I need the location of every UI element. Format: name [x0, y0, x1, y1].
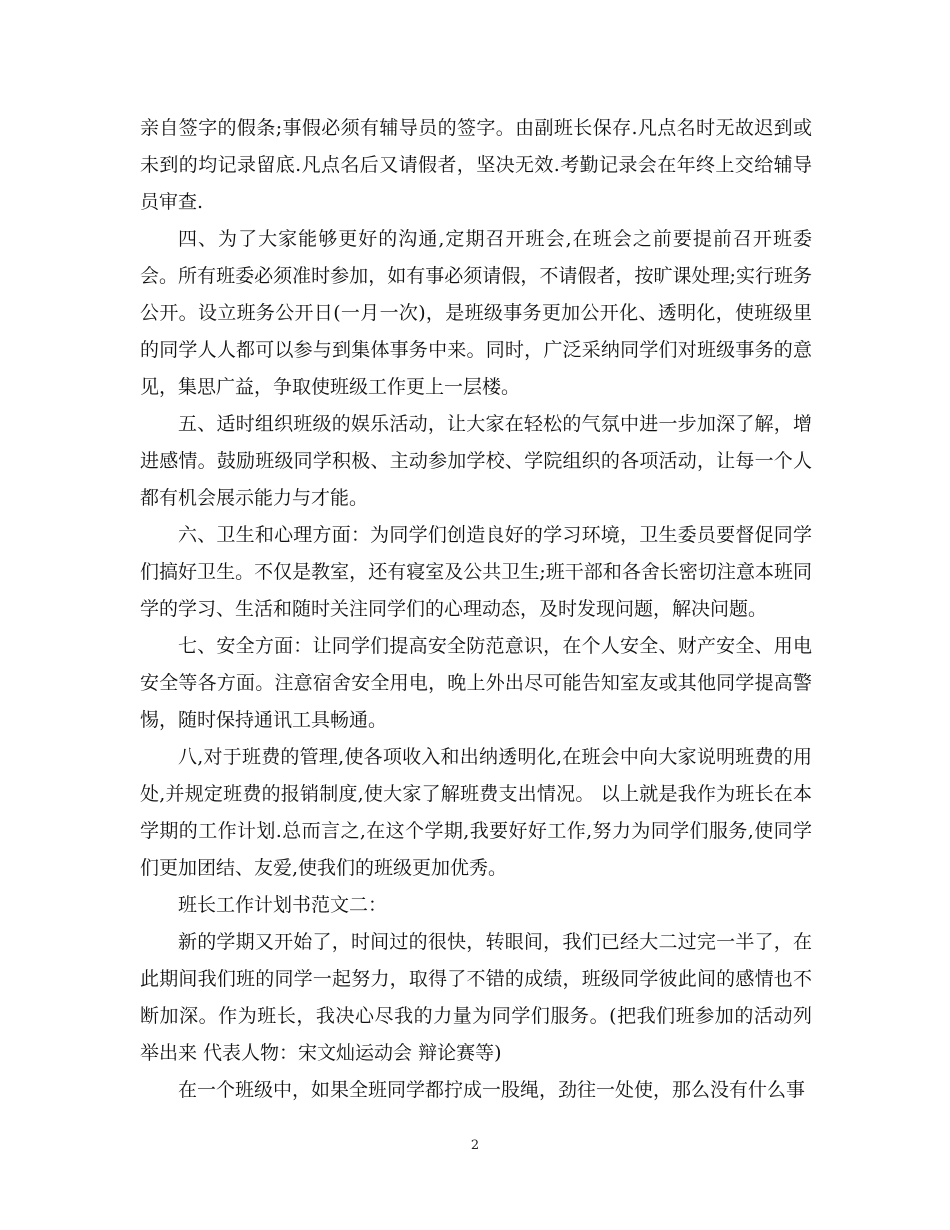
paragraph-8: 在一个班级中，如果全班同学都拧成一股绳，劲往一处使，那么没有什么事	[178, 1079, 806, 1101]
document-body	[140, 110, 812, 1109]
section-heading: 班长工作计划书范文二：	[178, 894, 388, 916]
paragraph-1: 亲自签字的假条;事假必须有辅导员的签字。由副班长保存.凡点名时无故迟到或未到的均记录留底.凡点名后又请假者，坚决无效.考勤记录会在年终上交给辅导员审查.	[140, 117, 812, 213]
paragraph-2: 四、为了大家能够更好的沟通,定期召开班会,在班会之前要提前召开班委会。所有班委必须准时参加，如有事必须请假，不请假者，按旷课处理;实行班务公开。设立班务公开日(一月一次)，是班级事务更加公开化、透明化，使班级里的同学人人都可以参与到集体事务中来。同时，广泛采纳同学们对班级事务的意见，集思广益，争取使班级工作更上一层楼。	[140, 228, 812, 398]
paragraph-5: 七、安全方面：让同学们提高安全防范意识，在个人安全、财产安全、用电安全等各方面。注意宿舍安全用电，晚上外出尽可能告知室友或其他同学提高警惕，随时保持通讯工具畅通。	[140, 635, 812, 731]
paragraph-6: 八,对于班费的管理,使各项收入和出纳透明化,在班会中向大家说明班费的用处,并规定班费的报销制度,使大家了解班费支出情况。 以上就是我作为班长在本学期的工作计划.总而言之,在这个学期,我要好好工作,努力为同学们服务,使同学们更加团结、友爱,使我们的班级更加优秀。	[140, 746, 812, 879]
paragraph-3: 五、适时组织班级的娱乐活动，让大家在轻松的气氛中进一步加深了解，增进感情。鼓励班级同学积极、主动参加学校、学院组织的各项活动，让每一个人都有机会展示能力与才能。	[140, 413, 812, 509]
paragraph-7: 新的学期又开始了，时间过的很快，转眼间，我们已经大二过完一半了，在此期间我们班的同学一起努力，取得了不错的成绩，班级同学彼此间的感情也不断加深。作为班长，我决心尽我的力量为同学们服务。(把我们班参加的活动列举出来 代表人物：宋文灿运动会 辩论赛等)	[140, 931, 812, 1064]
paragraph-4: 六、卫生和心理方面：为同学们创造良好的学习环境，卫生委员要督促同学们搞好卫生。不仅是教室，还有寝室及公共卫生;班干部和各舍长密切注意本班同学的学习、生活和随时关注同学们的心理动态，及时发现问题，解决问题。	[140, 524, 812, 620]
page-number: 2	[470, 1138, 480, 1153]
